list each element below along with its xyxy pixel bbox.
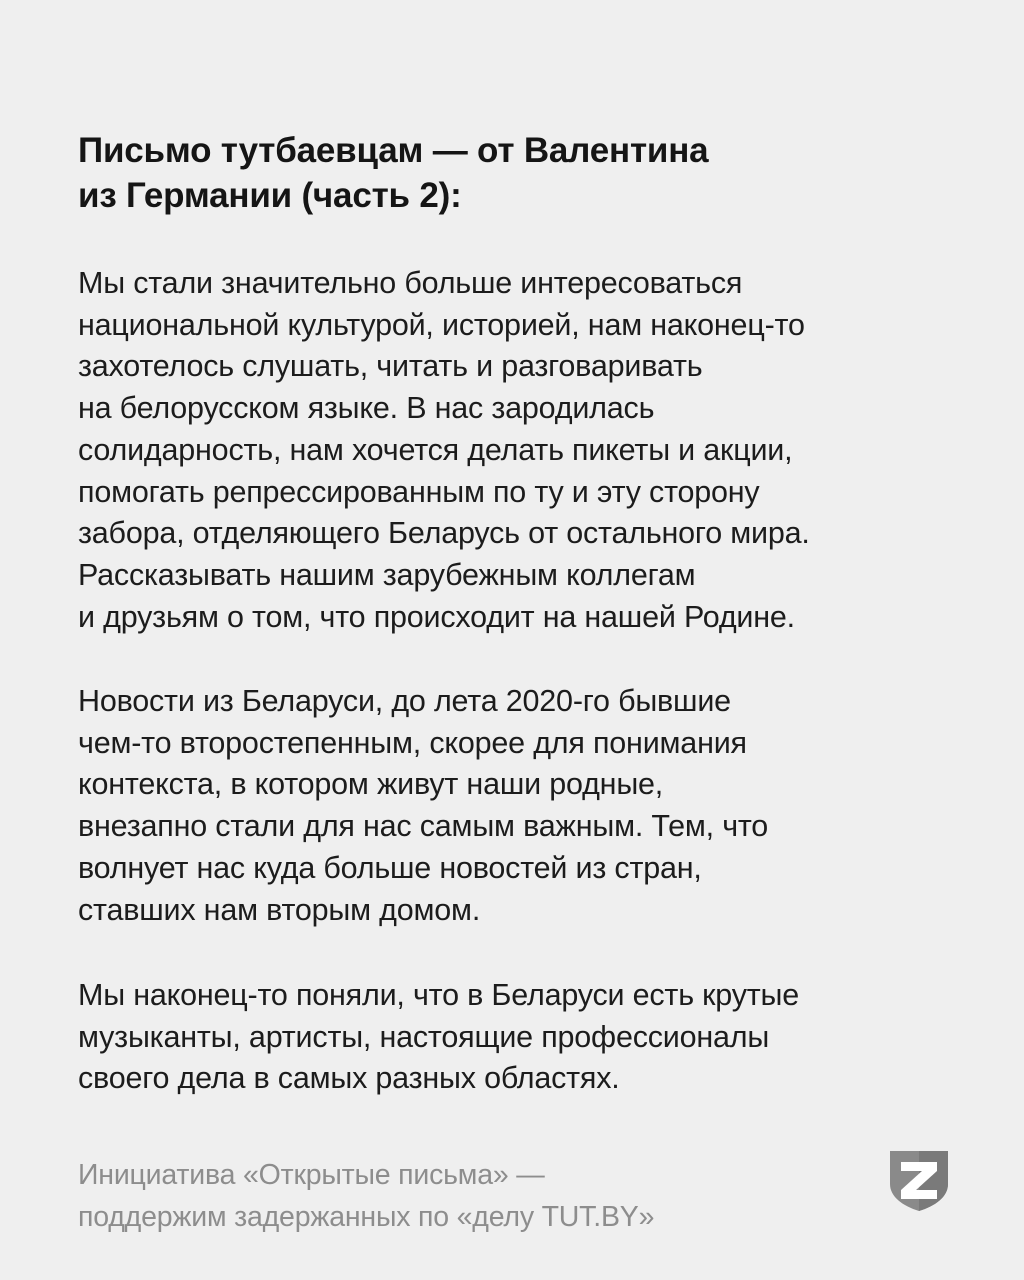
paragraph-line: Рассказывать нашим зарубежным коллегам xyxy=(78,557,696,592)
paragraph-1 xyxy=(78,263,968,638)
zerkalo-z-shield-icon xyxy=(889,1150,949,1212)
paragraph-2 xyxy=(78,681,968,931)
paragraph-line: Мы наконец-то поняли, что в Беларуси есть крутые xyxy=(78,978,800,1012)
letter-title xyxy=(78,128,958,218)
paragraph-line: Мы стали значительно больше интересоваться xyxy=(78,266,743,300)
paragraph-line: и друзьям о том, что происходит на нашей Родине. xyxy=(78,599,795,634)
footer-initiative-note xyxy=(78,1154,838,1238)
footer-line: Инициатива «Открытые письма» — xyxy=(78,1159,545,1191)
paragraph-line: волнует нас куда больше новостей из стран, xyxy=(78,850,702,885)
paragraph-line: ставших нам вторым домом. xyxy=(78,892,481,927)
paragraph-line: национальной культурой, историей, нам наконец-то xyxy=(78,307,805,342)
paragraph-line: Новости из Беларуси, до лета 2020-го бывшие xyxy=(78,684,731,718)
paragraph-line: внезапно стали для нас самым важным. Тем, что xyxy=(78,809,769,844)
paragraph-line: контекста, в котором живут наши родные, xyxy=(78,767,664,802)
footer-line: поддержим задержанных по «делу TUT.BY» xyxy=(78,1201,655,1233)
title-line: Письмо тутбаевцам — от Валентина xyxy=(78,131,709,170)
paragraph-line: своего дела в самых разных областях. xyxy=(78,1061,620,1096)
paragraph-line: забора, отделяющего Беларусь от остального мира. xyxy=(78,516,810,551)
paragraph-line: захотелось слушать, читать и разговаривать xyxy=(78,349,703,384)
paragraph-line: помогать репрессированным по ту и эту сторону xyxy=(78,474,760,509)
paragraph-3 xyxy=(78,975,968,1100)
paragraph-line: на белорусском языке. В нас зародилась xyxy=(78,391,655,426)
title-line: из Германии (часть 2): xyxy=(78,176,462,215)
paragraph-line: солидарность, нам хочется делать пикеты и акции, xyxy=(78,432,793,467)
paragraph-line: музыканты, артисты, настоящие профессионалы xyxy=(78,1019,770,1054)
paragraph-line: чем-то второстепенным, скорее для понимания xyxy=(78,725,747,760)
